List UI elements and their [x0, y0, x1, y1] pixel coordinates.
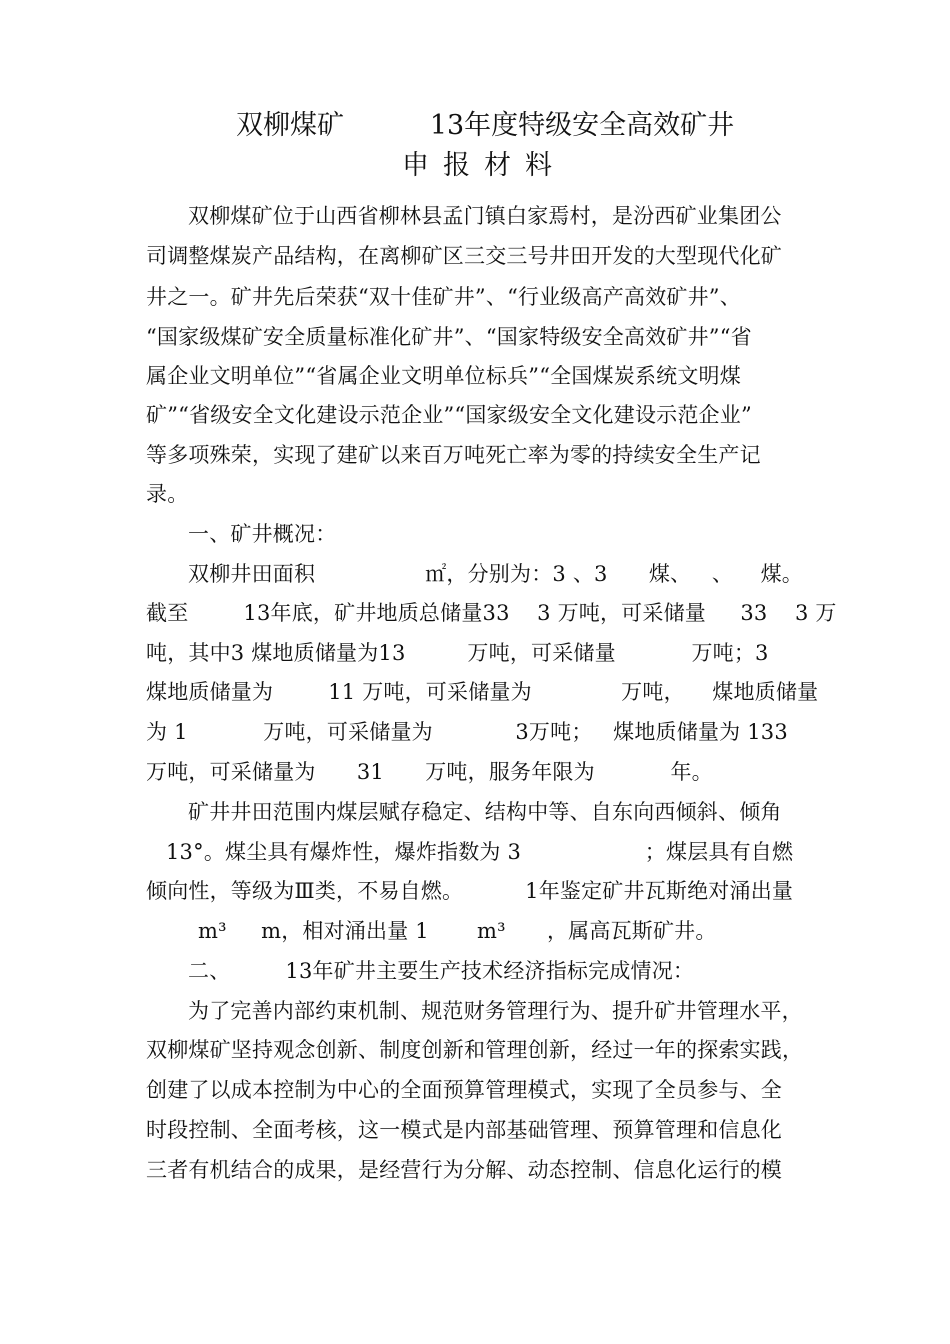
text-line: “国家级煤矿安全质量标准化矿井”、“国家特级安全高效矿井”“省 [146, 325, 752, 349]
text-line: 井之一。矿井先后荣获“双十佳矿井”、“行业级高产高效矿井”、 [146, 285, 741, 309]
text-line: 倾向性，等级为Ⅲ类，不易自燃。 1年鉴定矿井瓦斯绝对涌出量 [146, 879, 794, 903]
text-line: 等多项殊荣，实现了建矿以来百万吨死亡率为零的持续安全生产记 [146, 443, 761, 467]
text-line: 三者有机结合的成果，是经营行为分解、动态控制、信息化运行的模 [146, 1158, 782, 1182]
document-title: 双柳煤矿 13年度特级安全高效矿井 [236, 110, 735, 141]
text-line: 双柳煤矿位于山西省柳林县孟门镇白家焉村，是汾西矿业集团公 [188, 204, 782, 228]
text-line: 万吨，可采储量为 31 万吨，服务年限为 年。 [146, 760, 713, 784]
text-line: 属企业文明单位”“省属企业文明单位标兵”“全国煤炭系统文明煤 [146, 364, 741, 388]
text-line: 为了完善内部约束机制、规范财务管理行为、提升矿井管理水平， [188, 999, 803, 1023]
text-line: 司调整煤炭产品结构，在离柳矿区三交三号井田开发的大型现代化矿 [146, 244, 782, 268]
text-line: 时段控制、全面考核，这一模式是内部基础管理、预算管理和信息化 [146, 1118, 782, 1142]
text-line: 13°。煤尘具有爆炸性，爆炸指数为 3 ；煤层具有自燃 [166, 840, 794, 864]
text-line: 双柳井田面积 ㎡，分别为：3 、3 煤、 、 煤。 [188, 562, 803, 586]
text-line: 吨，其中3 煤地质储量为13 万吨，可采储量 万吨；3 [146, 641, 769, 665]
text-line: 矿井井田范围内煤层赋存稳定、结构中等、自东向西倾斜、倾角 [188, 800, 782, 824]
text-line: 双柳煤矿坚持观念创新、制度创新和管理创新，经过一年的探索实践， [146, 1038, 804, 1062]
text-line: 截至 13年底，矿井地质总储量33 3 万吨，可采储量 33 3 万 [146, 601, 837, 625]
text-line: 录。 [146, 482, 189, 506]
text-line: 为 1 万吨，可采储量为 3万吨； 煤地质储量为 133 [146, 720, 788, 744]
document-subtitle: 申报材料 [402, 150, 566, 181]
text-line: 煤地质储量为 11 万吨，可采储量为 万吨， 煤地质储量 [146, 680, 819, 704]
section-heading: 一、矿井概况： [188, 522, 337, 546]
text-line: m³ m，相对涌出量 1 m³ ，属高瓦斯矿井。 [198, 919, 717, 943]
text-line: 矿”“省级安全文化建设示范企业”“国家级安全文化建设示范企业” [146, 403, 752, 427]
text-line: 创建了以成本控制为中心的全面预算管理模式，实现了全员参与、全 [146, 1078, 782, 1102]
section-heading: 二、 13年矿井主要生产技术经济指标完成情况： [188, 959, 695, 983]
